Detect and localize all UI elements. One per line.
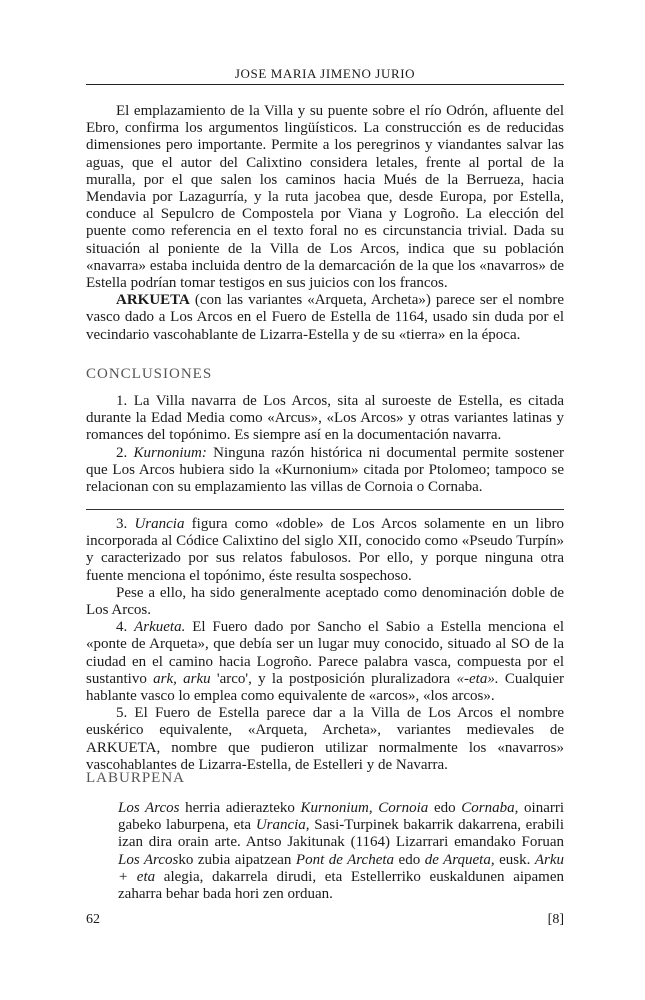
intro-paragraph-1: El emplazamiento de la Villa y su puente sobre el río Odrón, afluente del Ebro, confirma los argumentos lingüísticos. La construcción es de reducidas dimensiones pero importante. Permite a los peregrinos y viandantes salvar las aguas, que el autor del Calixtino considera letales, frente al portal de la muralla, por el que salen los caminos hacia Mués de la Berrueza, hacia Mendavia por Lazagurría, y la ruta jacobea que, desde Europa, por Estella, conduce al Sepulcro de Compostela por Viana y Logroño. La elección del puente como referencia en el texto foral no es circunstancia trivial. Dada su situación al poniente de la Villa de Los Arcos, indica que su población «navarra» estaba incluida dentro de la demarcación de la que los «navarros» de Estella podrían tomar testigos en sus juicios con los francos. <box>86 103 564 292</box>
conclusion-4: 4. Arkueta. El Fuero dado por Sancho el Sabio a Estella menciona el «ponte de Arqueta», que debía ser un lugar muy conocido, situado al SO de la ciudad en el camino hacia Logroño. Parece palabra vasca, compuesta por el sustantivo ark, arku 'arco', y la postposición pluralizadora «-eta». Cualquier hablante vasco lo emplea como equivalente de «arcos», «los arcos». <box>86 619 564 705</box>
conclusiones-section <box>86 393 564 496</box>
arkueta-term: ARKUETA <box>116 292 190 309</box>
intro-paragraph-2: ARKUETA (con las variantes «Arqueta, Archeta») parece ser el nombre vasco dado a Los Arcos en el Fuero de Estella de 1164, usado sin duda por el vecindario vascohablante de Lizarra-Estella y de su «tierra» en la época. <box>86 292 564 343</box>
section-rule <box>86 509 564 510</box>
conclusion-2: 2. Kurnonium: Ninguna razón histórica ni documental permite sostener que Los Arcos hubiera sido la «Kurnonium» citada por Ptolomeo; tampoco se relacionan con su emplazamiento las villas de Cornoia o Cornaba. <box>86 444 565 496</box>
conclusiones-section-continued <box>86 516 564 774</box>
laburpena-heading: LABURPENA <box>86 770 186 786</box>
conclusion-3: 3. Urancia figura como «doble» de Los Arcos solamente en un libro incorporada al Códice Calixtino del siglo XII, conocido como «Pseudo Turpín» y caracterizado por sus relatos fabulosos. Por ello, y porque ninguna otra fuente menciona el topónimo, éste resulta sospechoso. <box>86 516 565 584</box>
page-number: 62 <box>86 912 100 927</box>
conclusiones-heading: CONCLUSIONES <box>86 366 213 382</box>
bracket-page-number: [8] <box>547 912 564 927</box>
header-rule <box>86 84 564 85</box>
conclusion-1: 1. La Villa navarra de Los Arcos, sita al suroeste de Estella, es citada durante la Edad Media como «Arcus», «Los Arcos» y otras variantes latinas y romances del topónimo. Es siempre así en la documentación navarra. <box>86 393 564 444</box>
laburpena-section <box>118 800 564 903</box>
conclusion-5: 5. El Fuero de Estella parece dar a la Villa de Los Arcos el nombre euskérico equivalente, «Arqueta, Archeta», variantes medievales de ARKUETA, nombre que pudieron utilizar normalmente los «navarros» vascohablantes de Lizarra-Estella, de Estelleri y de Navarra. <box>86 705 564 773</box>
intro-section <box>86 103 564 344</box>
running-header: JOSE MARIA JIMENO JURIO <box>234 66 416 81</box>
conclusion-3-note: Pese a ello, ha sido generalmente aceptado como denominación doble de Los Arcos. <box>86 584 564 619</box>
laburpena-paragraph: Los Arcos herria adierazteko Kurnonium, Cornoia edo Cornaba, oinarri gabeko laburpena, eta Urancia, Sasi-Turpinek bakarrik dakarrena, erabili izan dira orain arte. Antso Jakitunak (1164) Lizarrari emandako Foruan Los Arcosko zubia aipatzean Pont de Archeta edo de Arqueta, eusk. Arku + eta alegia, dakarrela dirudi, eta Estellerriko euskaldunen aipamen zaharra behar bada hori zen orduan. <box>118 800 565 903</box>
